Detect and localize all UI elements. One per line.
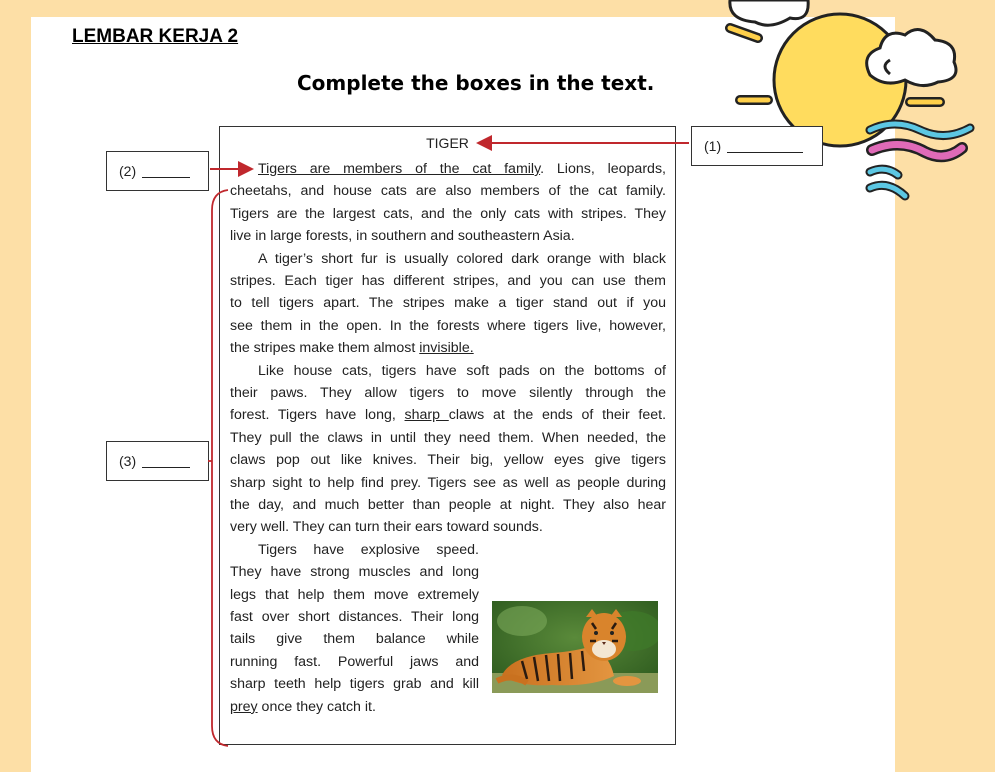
passage-text: A tiger’s short fur is usually colored dark orange with black — [258, 250, 666, 267]
underlined-text: Tigers are members of the cat family — [258, 161, 541, 177]
passage-text: very well. They can turn their ears toward sounds. — [230, 519, 543, 536]
passage-text: . Lions, leopards, — [540, 161, 666, 177]
passage-text: their paws. They allow tigers to move silently through the — [230, 385, 666, 401]
instruction-text: Complete the boxes in the text. — [297, 71, 655, 95]
passage-text: Tigers have explosive speed. — [258, 541, 479, 558]
answer-box-2-label: (2) — [119, 163, 137, 179]
passage-text: stripes. Each tiger has different stripes, and you can use them — [230, 273, 666, 289]
passage-text: Tigers are the largest cats, and the only cats with stripes. They — [230, 205, 666, 222]
passage-text: claws at the ends of their feet. — [448, 407, 667, 424]
passage-title: TIGER — [426, 135, 469, 151]
passage-text: forest. Tigers have long, — [230, 407, 405, 424]
underlined-text: invisible. — [419, 340, 474, 357]
answer-box-1-label: (1) — [704, 138, 722, 154]
passage-text: once they catch it. — [257, 698, 376, 715]
passage-text: fast over short distances. Their long — [230, 609, 479, 625]
passage-text: sharp teeth help tigers grab and kill — [230, 676, 479, 693]
passage-text: claws pop out like knives. Their big, yellow eyes give tigers — [230, 452, 666, 469]
passage-text: to tell tigers apart. The stripes make a tiger stand out if you — [230, 295, 666, 312]
passage-text: see them in the open. In the forests where tigers live, however, — [230, 317, 666, 334]
passage-text: They have strong muscles and long — [230, 564, 479, 581]
passage-text: live in large forests, in southern and southeastern Asia. — [230, 228, 575, 245]
underlined-text: prey — [230, 698, 258, 715]
answer-box-3-label: (3) — [119, 453, 137, 469]
passage-text: tails give them balance while — [230, 631, 479, 648]
passage-text: cheetahs, and house cats are also members of the cat family. — [230, 183, 666, 200]
passage-text: running fast. Powerful jaws and — [230, 653, 479, 670]
passage-text: the stripes make them almost — [230, 340, 420, 357]
worksheet-heading: LEMBAR KERJA 2 — [72, 26, 239, 47]
passage-text: They pull the claws in until they need them. When needed, the — [230, 429, 666, 446]
passage-text: Like house cats, tigers have soft pads on the bottoms of — [258, 362, 666, 379]
passage-text: legs that help them move extremely — [230, 586, 479, 603]
underlined-text: sharp — [404, 407, 449, 424]
passage-text: sharp sight to help find prey. Tigers see as well as people during — [230, 474, 666, 491]
passage-text: the day, and much better than people at night. They also hear — [230, 497, 666, 513]
